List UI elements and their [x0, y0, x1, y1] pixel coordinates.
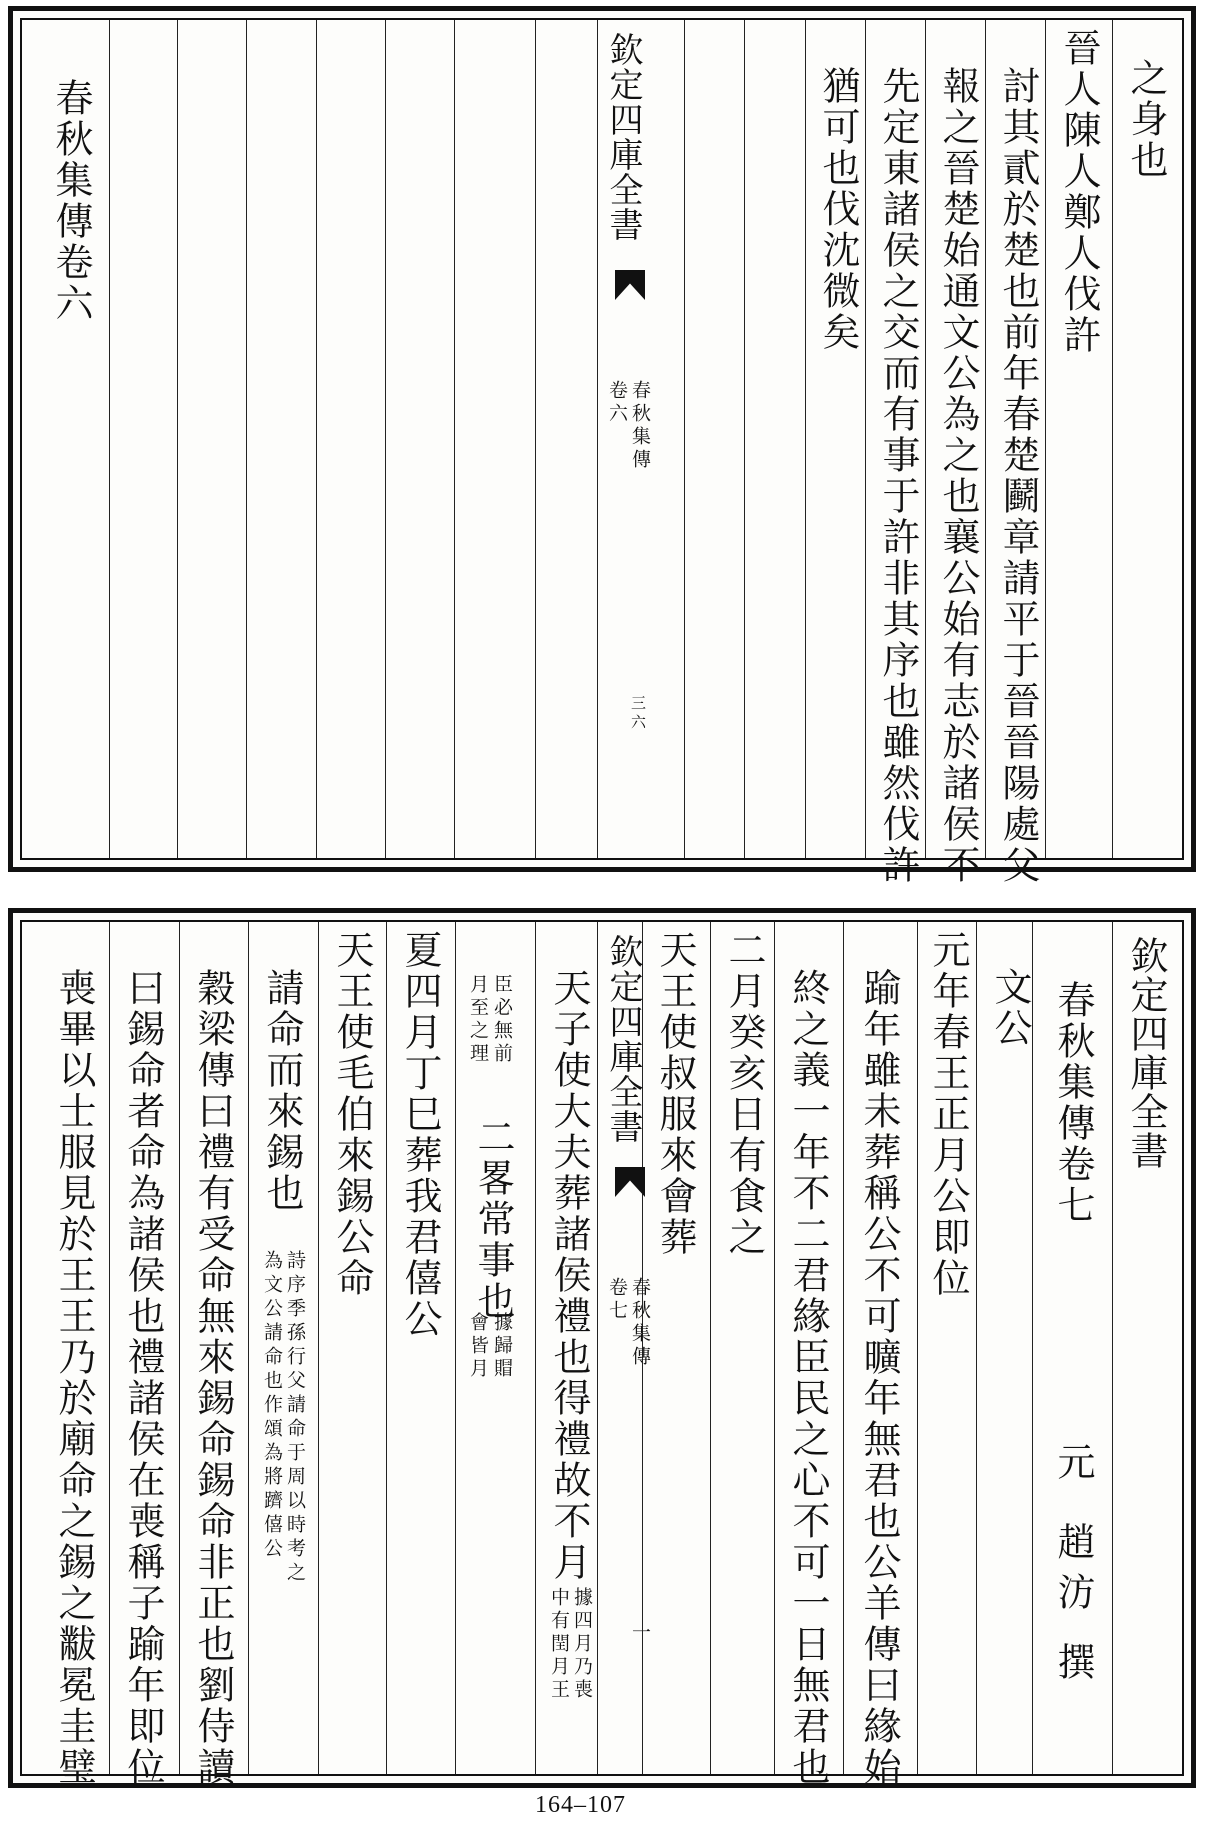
- text-column: 二畧常事也: [471, 1117, 515, 1322]
- text-column: 討其貳於楚也前年春楚鬬章請平于晉晉陽處父: [996, 66, 1040, 886]
- center-volume: 卷六: [606, 380, 628, 426]
- text-column: 天王使毛伯來錫公命: [330, 930, 374, 1299]
- commentary-note: 會皆月: [467, 1312, 489, 1381]
- commentary-note: 中有閏月王: [548, 1587, 570, 1702]
- text-column: 猶可也伐沈微矣: [816, 66, 860, 353]
- fish-tail-ornament: [615, 1167, 645, 1197]
- commentary-note: 臣必無前: [491, 974, 513, 1066]
- center-header-title: 欽定四庫全書: [603, 934, 643, 1144]
- reign-heading: 文公: [988, 967, 1032, 1049]
- commentary-note: 月至之理: [467, 974, 489, 1066]
- fish-tail-ornament: [615, 270, 645, 300]
- header-title: 欽定四庫全書: [1124, 936, 1168, 1170]
- volume-end-title: 春秋集傳卷六: [49, 78, 93, 324]
- text-column: 喪畢以士服見於王王乃於廟命之錫之黻冕圭璧: [52, 968, 96, 1788]
- text-column: 先定東諸侯之交而有事于許非其序也雖然伐許: [876, 66, 920, 886]
- text-column: 踰年雖未葬稱公不可曠年無君也公羊傳曰緣始: [857, 968, 901, 1788]
- text-column: 夏四月丁巳葬我君僖公: [398, 930, 442, 1340]
- text-column: 報之晉楚始通文公為之也襄公始有志於諸侯不: [936, 66, 980, 886]
- text-column: 穀梁傳曰禮有受命無來錫命錫命非正也劉侍讀: [191, 968, 235, 1788]
- text-column: 請命而來錫也: [260, 968, 304, 1214]
- center-book-name: 春秋集傳: [629, 1277, 651, 1369]
- commentary-note: 據四月乃喪: [571, 1587, 593, 1702]
- text-column: 終之義一年不二君緣臣民之心不可一日無君也: [786, 968, 830, 1788]
- center-header-title: 欽定四庫全書: [603, 32, 643, 242]
- text-column: 天子使大夫葬諸侯禮也得禮故不月: [547, 968, 591, 1583]
- bottom-leaf-frame: [20, 920, 1184, 1788]
- center-volume: 卷七: [606, 1277, 628, 1323]
- page-number: 164–107: [535, 1792, 626, 1818]
- text-column: 曰錫命者命為諸侯也禮諸侯在喪稱子踰年即位: [121, 968, 165, 1788]
- center-folio: 一: [629, 1622, 651, 1645]
- bottom-leaf: [8, 908, 1196, 1788]
- heading-column: 晉人陳人鄭人伐許: [1057, 28, 1101, 356]
- commentary-note: 詩序季孫行父請命于周以時考之: [284, 1250, 306, 1586]
- text-column: 元年春王正月公即位: [926, 930, 970, 1299]
- author-dynasty: 元: [1051, 1442, 1095, 1483]
- commentary-note: 為文公請命也作頌為將躋僖公: [261, 1250, 283, 1562]
- top-leaf-frame: [20, 18, 1184, 886]
- commentary-note: 據歸賵: [491, 1312, 513, 1381]
- top-leaf: [8, 6, 1196, 886]
- text-column: 天王使叔服來會葬: [653, 930, 697, 1258]
- text-column: 之身也: [1124, 58, 1168, 181]
- author-name: 趙汸: [1051, 1522, 1095, 1622]
- author-action: 撰: [1051, 1642, 1095, 1683]
- text-column: 二月癸亥日有食之: [722, 930, 766, 1258]
- center-book-name: 春秋集傳: [629, 380, 651, 472]
- center-folio: 三六: [629, 695, 647, 733]
- volume-title: 春秋集傳卷七: [1051, 980, 1095, 1226]
